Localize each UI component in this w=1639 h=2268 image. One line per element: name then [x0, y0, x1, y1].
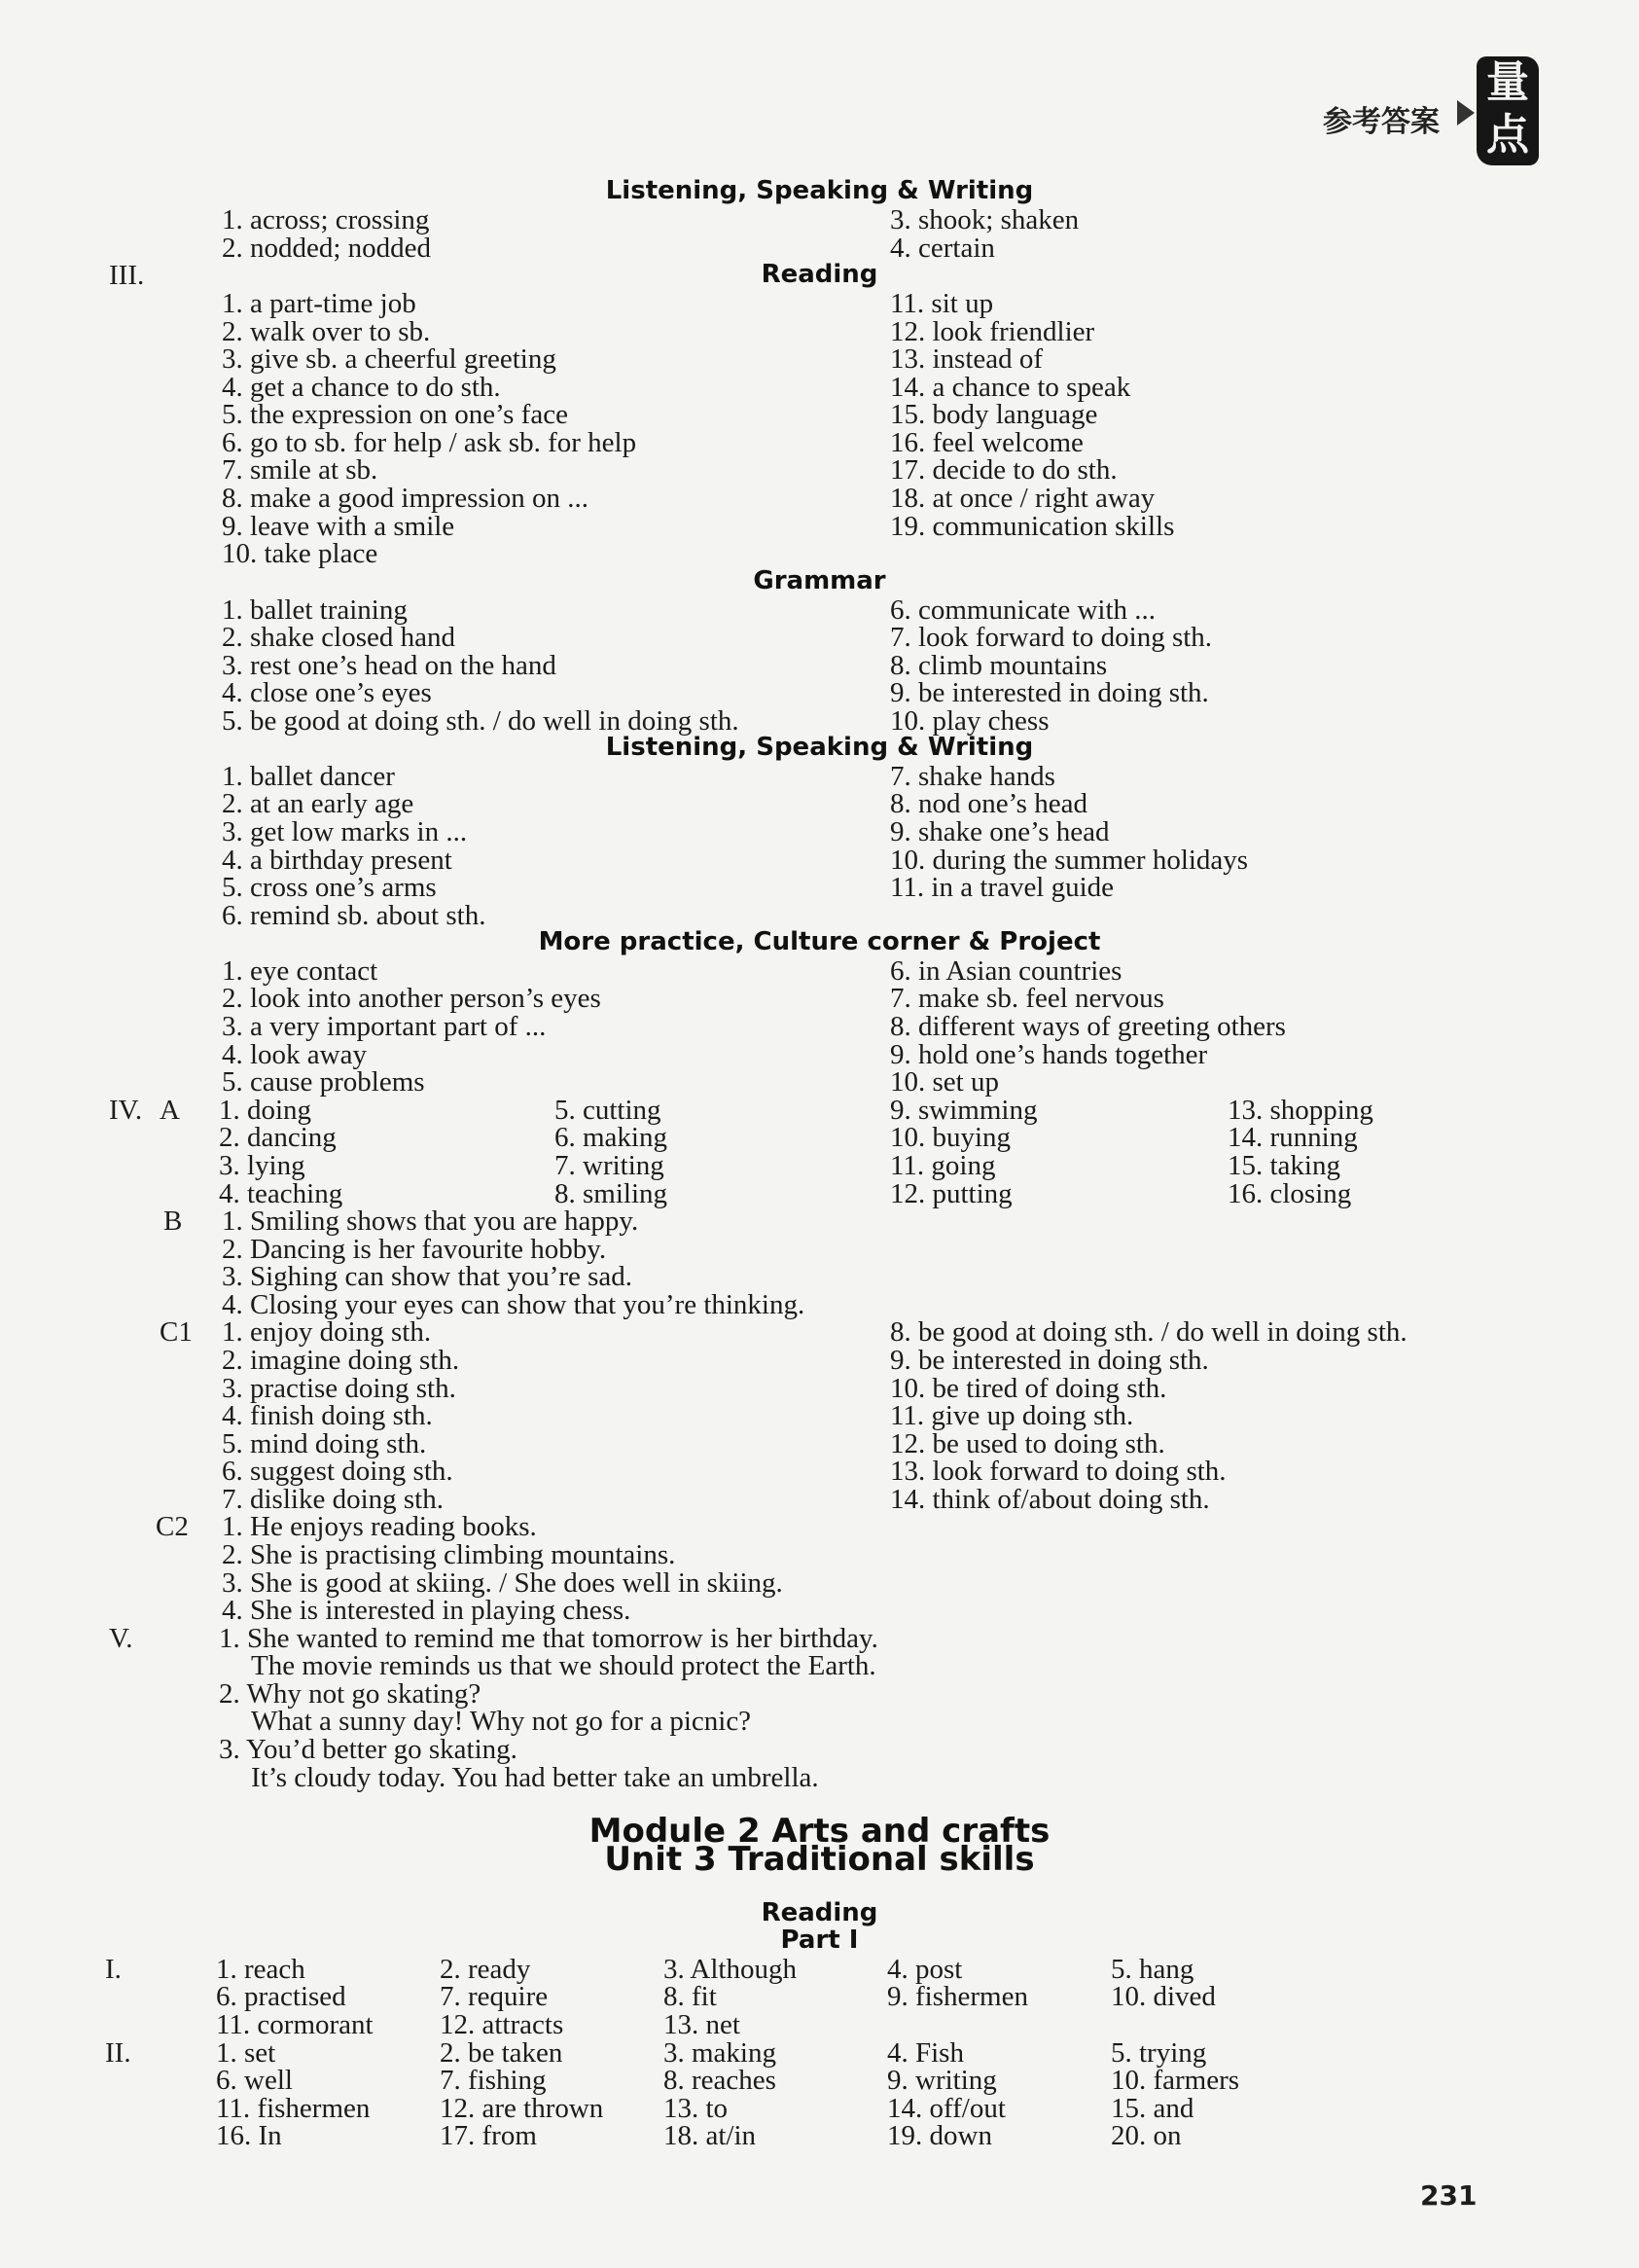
answer-line: 4. She is interested in playing chess. [222, 1595, 631, 1626]
answer-line: 2. look into another person’s eyes [222, 983, 601, 1014]
answer-line: 17. decide to do sth. [890, 454, 1118, 486]
answer-line: 10. dived [1111, 1981, 1216, 2012]
section-heading: Listening, Speaking & Writing [605, 733, 1034, 762]
answer-line: 10. farmers [1111, 2065, 1240, 2096]
answer-line: 2. Why not go skating? [219, 1678, 481, 1710]
answer-line: 10. buying [890, 1122, 1012, 1153]
section-heading: More practice, Culture corner & Project [538, 927, 1101, 956]
answer-line: 11. in a travel guide [890, 872, 1115, 903]
answer-line: 8. make a good impression on ... [222, 483, 588, 514]
module-title: Module 2 Arts and crafts [588, 1812, 1051, 1851]
answer-line: 7. make sb. feel nervous [890, 983, 1164, 1014]
answer-line: 17. from [440, 2120, 537, 2151]
answer-line: 13. shopping [1228, 1095, 1373, 1126]
answer-line: 16. In [216, 2120, 282, 2151]
answer-line: 6. remind sb. about sth. [222, 900, 486, 931]
answer-line: 16. closing [1228, 1178, 1352, 1209]
answer-line: 11. give up doing sth. [890, 1400, 1134, 1431]
answer-line: 13. instead of [890, 343, 1044, 375]
answer-line: 1. ballet training [222, 594, 408, 626]
answer-line: 5. hang [1111, 1954, 1194, 1985]
answer-line: 4. close one’s eyes [222, 677, 432, 708]
answer-line: 6. practised [216, 1981, 346, 2012]
answer-line: 6. in Asian countries [890, 955, 1122, 987]
answer-line: 8. smiling [554, 1178, 668, 1209]
sub-exercise-label: C1 [160, 1316, 193, 1348]
answer-line: 7. smile at sb. [222, 454, 378, 486]
answer-line: 3. You’d better go skating. [219, 1734, 517, 1765]
section-heading: Grammar [753, 566, 886, 595]
answer-line: 7. require [440, 1981, 549, 2012]
answer-line: 4. teaching [219, 1178, 343, 1209]
answer-line: 10. play chess [890, 705, 1050, 737]
answer-line: 5. cutting [554, 1095, 661, 1126]
answer-line: 10. be tired of doing sth. [890, 1373, 1167, 1404]
answer-line: 16. feel welcome [890, 427, 1084, 458]
answer-line: 1. a part-time job [222, 288, 416, 319]
exercise-marker: V. [109, 1623, 133, 1654]
answer-line: 5. cause problems [222, 1066, 425, 1098]
answer-line: 14. a chance to speak [890, 372, 1131, 403]
answer-line: 7. fishing [440, 2065, 547, 2096]
answer-line: 13. net [663, 2009, 740, 2040]
answer-line: 20. on [1111, 2120, 1182, 2151]
answer-line: 1. across; crossing [222, 204, 430, 235]
answer-line: 8. be good at doing sth. / do well in doing sth. [890, 1316, 1407, 1348]
answer-line: 4. a birthday present [222, 845, 452, 876]
answer-line: 5. be good at doing sth. / do well in doing sth. [222, 705, 739, 737]
sub-exercise-label: A [160, 1095, 180, 1126]
answer-line: 9. leave with a smile [222, 511, 455, 542]
answer-line: 1. Smiling shows that you are happy. [222, 1206, 639, 1237]
answer-line: 19. communication skills [890, 511, 1175, 542]
answer-line: 13. look forward to doing sth. [890, 1456, 1227, 1487]
answer-line: 6. go to sb. for help / ask sb. for help [222, 427, 637, 458]
answer-line: 3. Sighing can show that you’re sad. [222, 1261, 633, 1292]
answer-line: 11. going [890, 1150, 996, 1181]
answer-line: 1. doing [219, 1095, 312, 1126]
answer-line: 12. attracts [440, 2009, 564, 2040]
section-heading: Listening, Speaking & Writing [605, 176, 1034, 205]
sub-exercise-label: B [163, 1206, 183, 1237]
answer-line: 13. to [663, 2093, 729, 2124]
exercise-marker: IV. [109, 1095, 143, 1126]
play-arrow-icon [1457, 100, 1475, 126]
section-heading: Reading [761, 260, 878, 289]
answer-line: 1. enjoy doing sth. [222, 1316, 432, 1348]
answer-line: 2. ready [440, 1954, 531, 1985]
answer-line: 3. get low marks in ... [222, 816, 468, 847]
answer-line: 1. She wanted to remind me that tomorrow is her birthday. [219, 1623, 878, 1654]
answer-line: It’s cloudy today. You had better take an umbrella. [251, 1762, 819, 1793]
answer-line: 8. different ways of greeting others [890, 1011, 1286, 1042]
logo-char-1: 量 [1486, 57, 1529, 107]
answer-line: 12. look friendlier [890, 316, 1095, 347]
answer-line: 2. Dancing is her favourite hobby. [222, 1234, 607, 1265]
answer-line: 5. cross one’s arms [222, 872, 437, 903]
answer-line: 9. be interested in doing sth. [890, 677, 1209, 708]
answer-line: 12. putting [890, 1178, 1013, 1209]
answer-line: 10. set up [890, 1066, 999, 1098]
answer-line: 1. He enjoys reading books. [222, 1511, 537, 1542]
answer-line: 11. fishermen [216, 2093, 371, 2124]
page-number: 231 [1420, 2179, 1478, 2212]
answer-line: 10. during the summer holidays [890, 845, 1249, 876]
answer-line: 11. cormorant [216, 2009, 374, 2040]
answer-line: 2. nodded; nodded [222, 233, 432, 264]
answer-line: 14. off/out [887, 2093, 1006, 2124]
answer-line: 4. certain [890, 233, 995, 264]
answer-line: 12. are thrown [440, 2093, 604, 2124]
answer-line: 12. be used to doing sth. [890, 1428, 1165, 1459]
answer-line: 6. well [216, 2065, 293, 2096]
answer-line: 8. fit [663, 1981, 717, 2012]
answer-line: 4. Fish [887, 2037, 964, 2069]
answer-line: 14. running [1228, 1122, 1358, 1153]
answer-line: 5. trying [1111, 2037, 1207, 2069]
answer-line: 19. down [887, 2120, 992, 2151]
answer-line: 1. reach [216, 1954, 305, 1985]
answer-line: 8. reaches [663, 2065, 776, 2096]
answer-line: 2. shake closed hand [222, 622, 455, 653]
answer-line: 3. a very important part of ... [222, 1011, 547, 1042]
exercise-marker: II. [105, 2037, 131, 2069]
answer-line: 11. sit up [890, 288, 994, 319]
answer-line: 1. eye contact [222, 955, 378, 987]
answer-line: 18. at once / right away [890, 483, 1156, 514]
answer-line: What a sunny day! Why not go for a picnic? [251, 1706, 752, 1737]
exercise-marker: I. [105, 1954, 122, 1985]
answer-line: 15. and [1111, 2093, 1194, 2124]
answer-line: 5. the expression on one’s face [222, 399, 568, 430]
answer-line: 9. swimming [890, 1095, 1038, 1126]
answer-line: 5. mind doing sth. [222, 1428, 427, 1459]
answer-line: 2. She is practising climbing mountains. [222, 1539, 676, 1570]
answer-line: 15. taking [1228, 1150, 1340, 1181]
answer-line: 2. be taken [440, 2037, 563, 2069]
answer-line: 3. shook; shaken [890, 204, 1080, 235]
answer-line: 9. be interested in doing sth. [890, 1345, 1209, 1376]
answer-line: 4. Closing your eyes can show that you’re thinking. [222, 1289, 805, 1320]
answer-line: 2. dancing [219, 1122, 337, 1153]
logo-char-2: 点 [1486, 110, 1529, 160]
answer-line: 10. take place [222, 538, 378, 569]
logo [1477, 56, 1539, 165]
answer-line: 7. shake hands [890, 761, 1055, 792]
answer-line: 4. post [887, 1954, 963, 1985]
exercise-marker: III. [109, 260, 145, 291]
answer-line: 18. at/in [663, 2120, 757, 2151]
answer-line: 14. think of/about doing sth. [890, 1484, 1210, 1515]
answer-line: 1. ballet dancer [222, 761, 395, 792]
answer-line: 3. practise doing sth. [222, 1373, 456, 1404]
answer-line: 3. She is good at skiing. / She does well in skiing. [222, 1567, 783, 1599]
answer-line: 7. writing [554, 1150, 664, 1181]
answer-line: 1. set [216, 2037, 276, 2069]
answer-line: 15. body language [890, 399, 1098, 430]
answer-line: 4. get a chance to do sth. [222, 372, 501, 403]
answer-line: 9. hold one’s hands together [890, 1039, 1208, 1070]
unit-title: Unit 3 Traditional skills [604, 1840, 1035, 1879]
answer-line: 6. communicate with ... [890, 594, 1157, 626]
answer-line: The movie reminds us that we should protect the Earth. [251, 1650, 876, 1681]
answer-line: 2. at an early age [222, 788, 414, 819]
sub-exercise-label: C2 [156, 1511, 189, 1542]
section-heading: Reading [761, 1898, 878, 1927]
answer-line: 8. nod one’s head [890, 788, 1087, 819]
answer-line: 9. shake one’s head [890, 816, 1110, 847]
answer-line: 6. suggest doing sth. [222, 1456, 453, 1487]
answer-line: 7. dislike doing sth. [222, 1484, 444, 1515]
answer-line: 4. finish doing sth. [222, 1400, 433, 1431]
answer-line: 9. fishermen [887, 1981, 1028, 2012]
answer-line: 3. lying [219, 1150, 305, 1181]
answer-line: 2. imagine doing sth. [222, 1345, 460, 1376]
answer-line: 4. look away [222, 1039, 367, 1070]
header-brand: 参考答案 [1323, 105, 1440, 139]
part-heading: Part I [780, 1926, 859, 1955]
answer-line: 6. making [554, 1122, 667, 1153]
answer-line: 9. writing [887, 2065, 997, 2096]
answer-line: 3. rest one’s head on the hand [222, 650, 556, 681]
answer-line: 3. making [663, 2037, 776, 2069]
answer-line: 8. climb mountains [890, 650, 1108, 681]
answer-line: 3. Although [663, 1954, 797, 1985]
answer-line: 3. give sb. a cheerful greeting [222, 343, 556, 375]
answer-line: 7. look forward to doing sth. [890, 622, 1213, 653]
answer-line: 2. walk over to sb. [222, 316, 431, 347]
